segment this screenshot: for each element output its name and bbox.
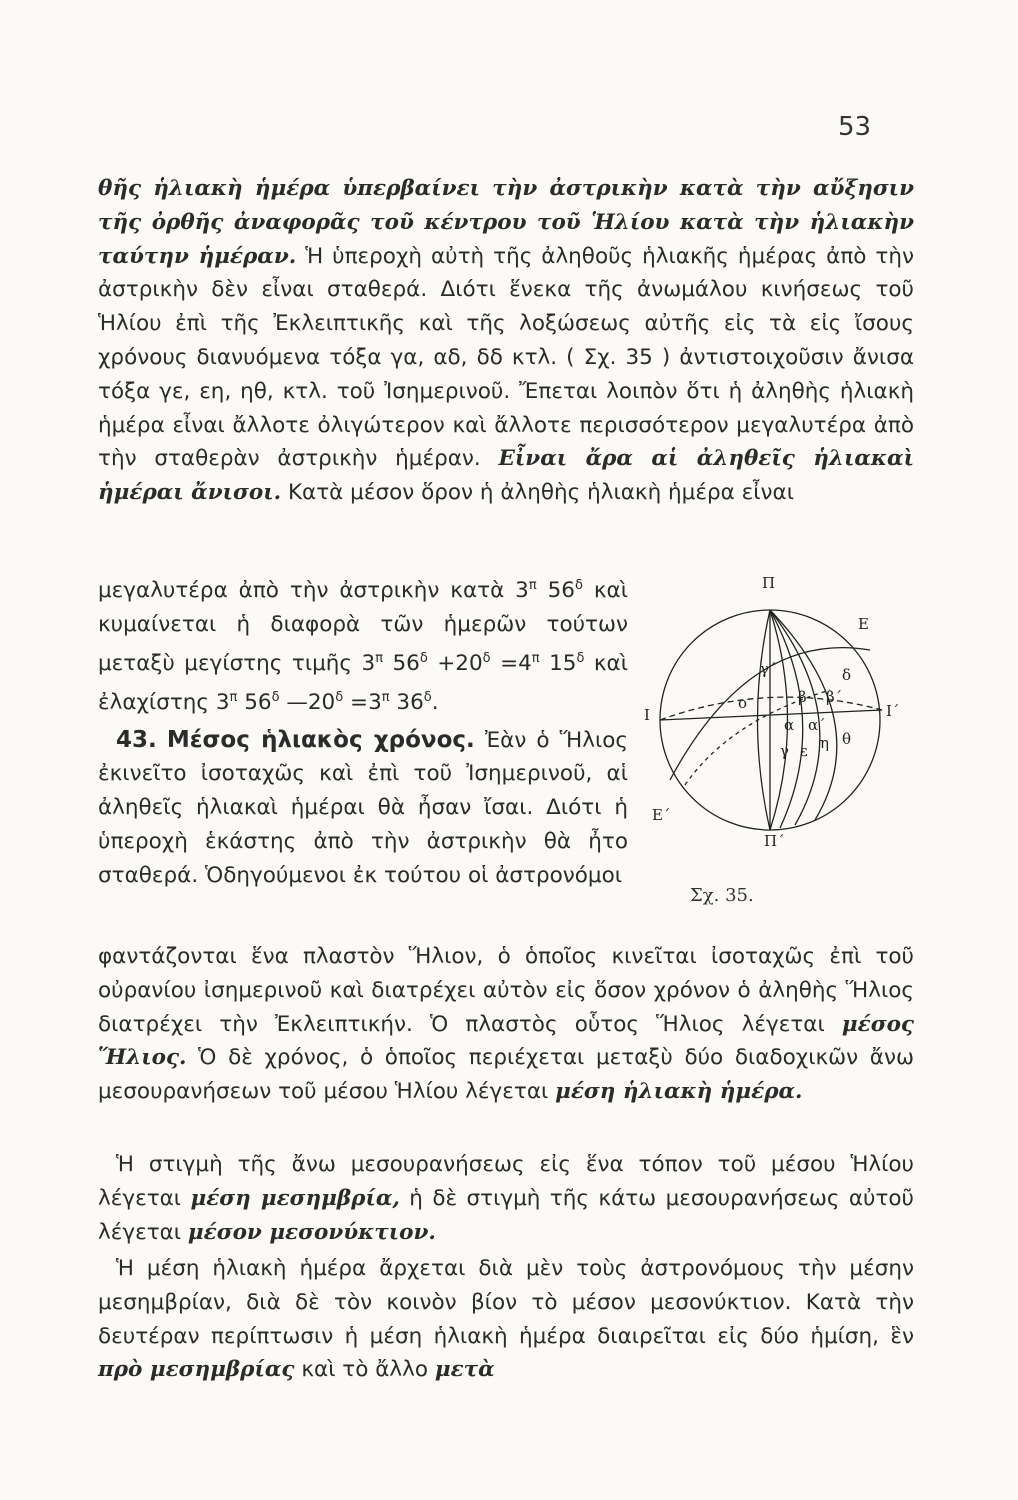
label-e-bottom: Ε΄ — [652, 806, 671, 824]
equator-back — [660, 697, 882, 720]
superscript: δ — [335, 689, 344, 705]
label-b: β — [798, 688, 807, 706]
label-bottom: Π΄ — [764, 832, 785, 850]
label-g: γ — [780, 742, 789, 760]
body-text: =4 — [490, 650, 532, 676]
section-title: Μέσος ἡλιακὸς χρόνος. — [166, 726, 475, 753]
superscript: π — [528, 578, 537, 593]
emphasis-text: μέση μεσημβρία, — [190, 1185, 400, 1211]
label-left: Ι — [644, 706, 650, 724]
body-text: Ὁ δὲ χρόνος, ὁ ὁποῖος περιέχεται μεταξὺ δύο διαδοχικῶν ἄνω μεσουρανήσεων τοῦ μέσου Ἡλίου λέγεται — [98, 1045, 914, 1105]
superscript: δ — [423, 689, 432, 705]
body-text: καὶ ἐλαχίστης 3 — [98, 650, 629, 715]
label-th: θ — [842, 730, 852, 748]
body-text: . — [431, 689, 439, 715]
superscript: π — [381, 689, 390, 705]
label-delta: δ — [842, 666, 852, 684]
superscript: δ — [419, 650, 428, 666]
label-gamma-top: γ΄ — [760, 660, 777, 678]
paragraph-2 — [98, 940, 914, 1109]
superscript: δ — [271, 689, 280, 705]
body-text: 15 — [539, 650, 577, 676]
body-text: φαντάζονται ἕνα πλαστὸν Ἥλιον, ὁ ὁποῖος κινεῖται ἰσοταχῶς ἐπὶ τοῦ οὐρανίου ἰσημερινοῦ καὶ διατρέχει αὐτὸν εἰς ὅσον χρόνον ὁ ἀληθὴς Ἥλιος διατρέχει τὴν Ἐκλειπτικήν. Ὁ πλαστὸς οὗτος Ἥλιος λέγεται — [98, 944, 914, 1037]
label-a: α — [784, 716, 795, 734]
body-text: μεγαλυτέρα ἀπὸ τὴν ἀστρικὴν κατὰ 3 — [98, 578, 529, 604]
page-number: 53 — [838, 112, 872, 142]
superscript: δ — [576, 650, 585, 666]
paragraph-1 — [98, 172, 914, 510]
wrapped-text-block — [98, 569, 628, 893]
body-text: +20 — [427, 650, 483, 676]
body-text: ἡ δὲ στιγμὴ τῆς κάτω μεσουρανήσεως αὐτοῦ λέγεται — [98, 1185, 914, 1245]
superscript: δ — [574, 578, 583, 593]
emphasis-text: μέση ἡλιακὴ ἡμέρα. — [555, 1079, 803, 1105]
wrapped-paragraph — [98, 569, 628, 720]
figure-35 — [630, 570, 910, 910]
emphasis-text: Εἶναι ἄρα αἱ ἀληθεῖς ἡλιακαὶ ἡμέραι ἄνισοι. — [98, 446, 914, 506]
section-paragraph — [98, 724, 628, 893]
superscript: π — [531, 650, 540, 666]
paragraph-3 — [98, 1148, 914, 1249]
body-text: καὶ τὸ ἄλλο — [294, 1357, 435, 1383]
emphasis-text: μέσος Ἥλιος. — [98, 1011, 914, 1071]
body-text: Ἡ στιγμὴ τῆς ἄνω μεσουρανήσεως εἰς ἕνα τόπον τοῦ μέσου Ἡλίου λέγεται — [98, 1152, 914, 1211]
body-text: Ἐὰν ὁ Ἥλιος ἐκινεῖτο ἰσοταχῶς καὶ ἐπὶ τοῦ Ἰσημερινοῦ, αἱ ἀληθεῖς ἡλιακαὶ ἡμέραι θὰ ἦσαν ἴσαι. Διότι ἡ ὑπεροχὴ ἑκάστης ἀπὸ τὴν ἀστρικὴν θὰ ἦτο σταθερά. Ὁδηγούμενοι ἐκ τούτου οἱ ἀστρονόμοι — [98, 727, 628, 888]
body-text: 56 — [536, 578, 575, 604]
body-text: 36 — [389, 689, 424, 715]
label-e-top: Ε — [858, 615, 869, 633]
label-right: Ι΄ — [886, 702, 900, 720]
superscript: δ — [482, 650, 491, 666]
body-text: 56 — [383, 650, 420, 676]
body-text: 56 — [237, 689, 272, 715]
section-number: 43. — [116, 726, 157, 753]
emphasis-text: θῆς ἡλιακὴ ἡμέρα ὑπερβαίνει τὴν ἀστρικὴν κατὰ τὴν αὔξησιν τῆς ὀρθῆς ἀναφορᾶς τοῦ κέντρου τοῦ Ἡλίου κατὰ τὴν ἡλιακὴν ταύτην ἡμέραν. — [98, 176, 914, 269]
label-h: η — [820, 734, 829, 752]
body-text: =3 — [343, 689, 382, 715]
label-o: ο — [738, 694, 748, 712]
label-a2: α΄ — [808, 716, 826, 734]
label-b2: β΄ — [826, 688, 843, 706]
equator-line — [660, 710, 882, 720]
superscript: π — [229, 689, 238, 705]
body-text: Ἡ ὑπεροχὴ αὐτὴ τῆς ἀληθοῦς ἡλιακῆς ἡμέρας ἀπὸ τὴν ἀστρικὴν δὲν εἶναι σταθερά. Διότι ἕνεκα τῆς ἀνωμάλου κινήσεως τοῦ Ἡλίου ἐπὶ τῆς Ἐκλειπτικῆς καὶ τῆς λοξώσεως αὐτῆς εἰς τὰ εἰς ἴσους χρόνους διανυόμενα τόξα γα, αδ, δδ κτλ. ( Σχ. 35 ) ἀντιστοιχοῦσιν ἄνισα τόξα γε, εη, ηθ, κτλ. τοῦ Ἰσημερινοῦ. Ἔπεται λοιπὸν ὅτι ἡ ἀληθὴς ἡλιακὴ ἡμέρα εἶναι ἄλλοτε ὀλιγώτερον καὶ ἄλλοτε περισσότερον μεγαλυτέρα ἀπὸ τὴν σταθερὰν ἀστρικὴν ἡμέραν. — [98, 243, 914, 472]
label-e: ε — [800, 742, 808, 760]
body-text: Ἡ μέση ἡλιακὴ ἡμέρα ἄρχεται διὰ μὲν τοὺς ἀστρονόμους τὴν μέσην μεσημβρίαν, διὰ δὲ τὸν κοινὸν βίον τὸ μέσον μεσονύκτιον. Κατὰ τὴν δευτέραν περίπτωσιν ἡ μέση ἡλιακὴ ἡμέρα διαιρεῖται εἰς δύο ἡμίση, ἓν — [98, 1256, 914, 1349]
body-text: —20 — [279, 689, 336, 715]
emphasis-text: μέσον μεσονύκτιον. — [187, 1219, 436, 1245]
paragraph-4 — [98, 1252, 914, 1387]
superscript: π — [375, 650, 384, 666]
body-text: καὶ κυμαίνεται ἡ διαφορὰ τῶν ἡμερῶν τούτων μεταξὺ μεγίστης τιμῆς 3 — [98, 578, 628, 676]
body-text: Κατὰ μέσον ὅρον ἡ ἀληθὴς ἡλιακὴ ἡμέρα εἶναι — [281, 480, 794, 506]
emphasis-text: πρὸ μεσημβρίας — [98, 1357, 295, 1383]
emphasis-text: μετὰ — [434, 1357, 495, 1383]
figure-caption: Σχ. 35. — [690, 885, 754, 906]
label-top: Π — [762, 574, 776, 592]
